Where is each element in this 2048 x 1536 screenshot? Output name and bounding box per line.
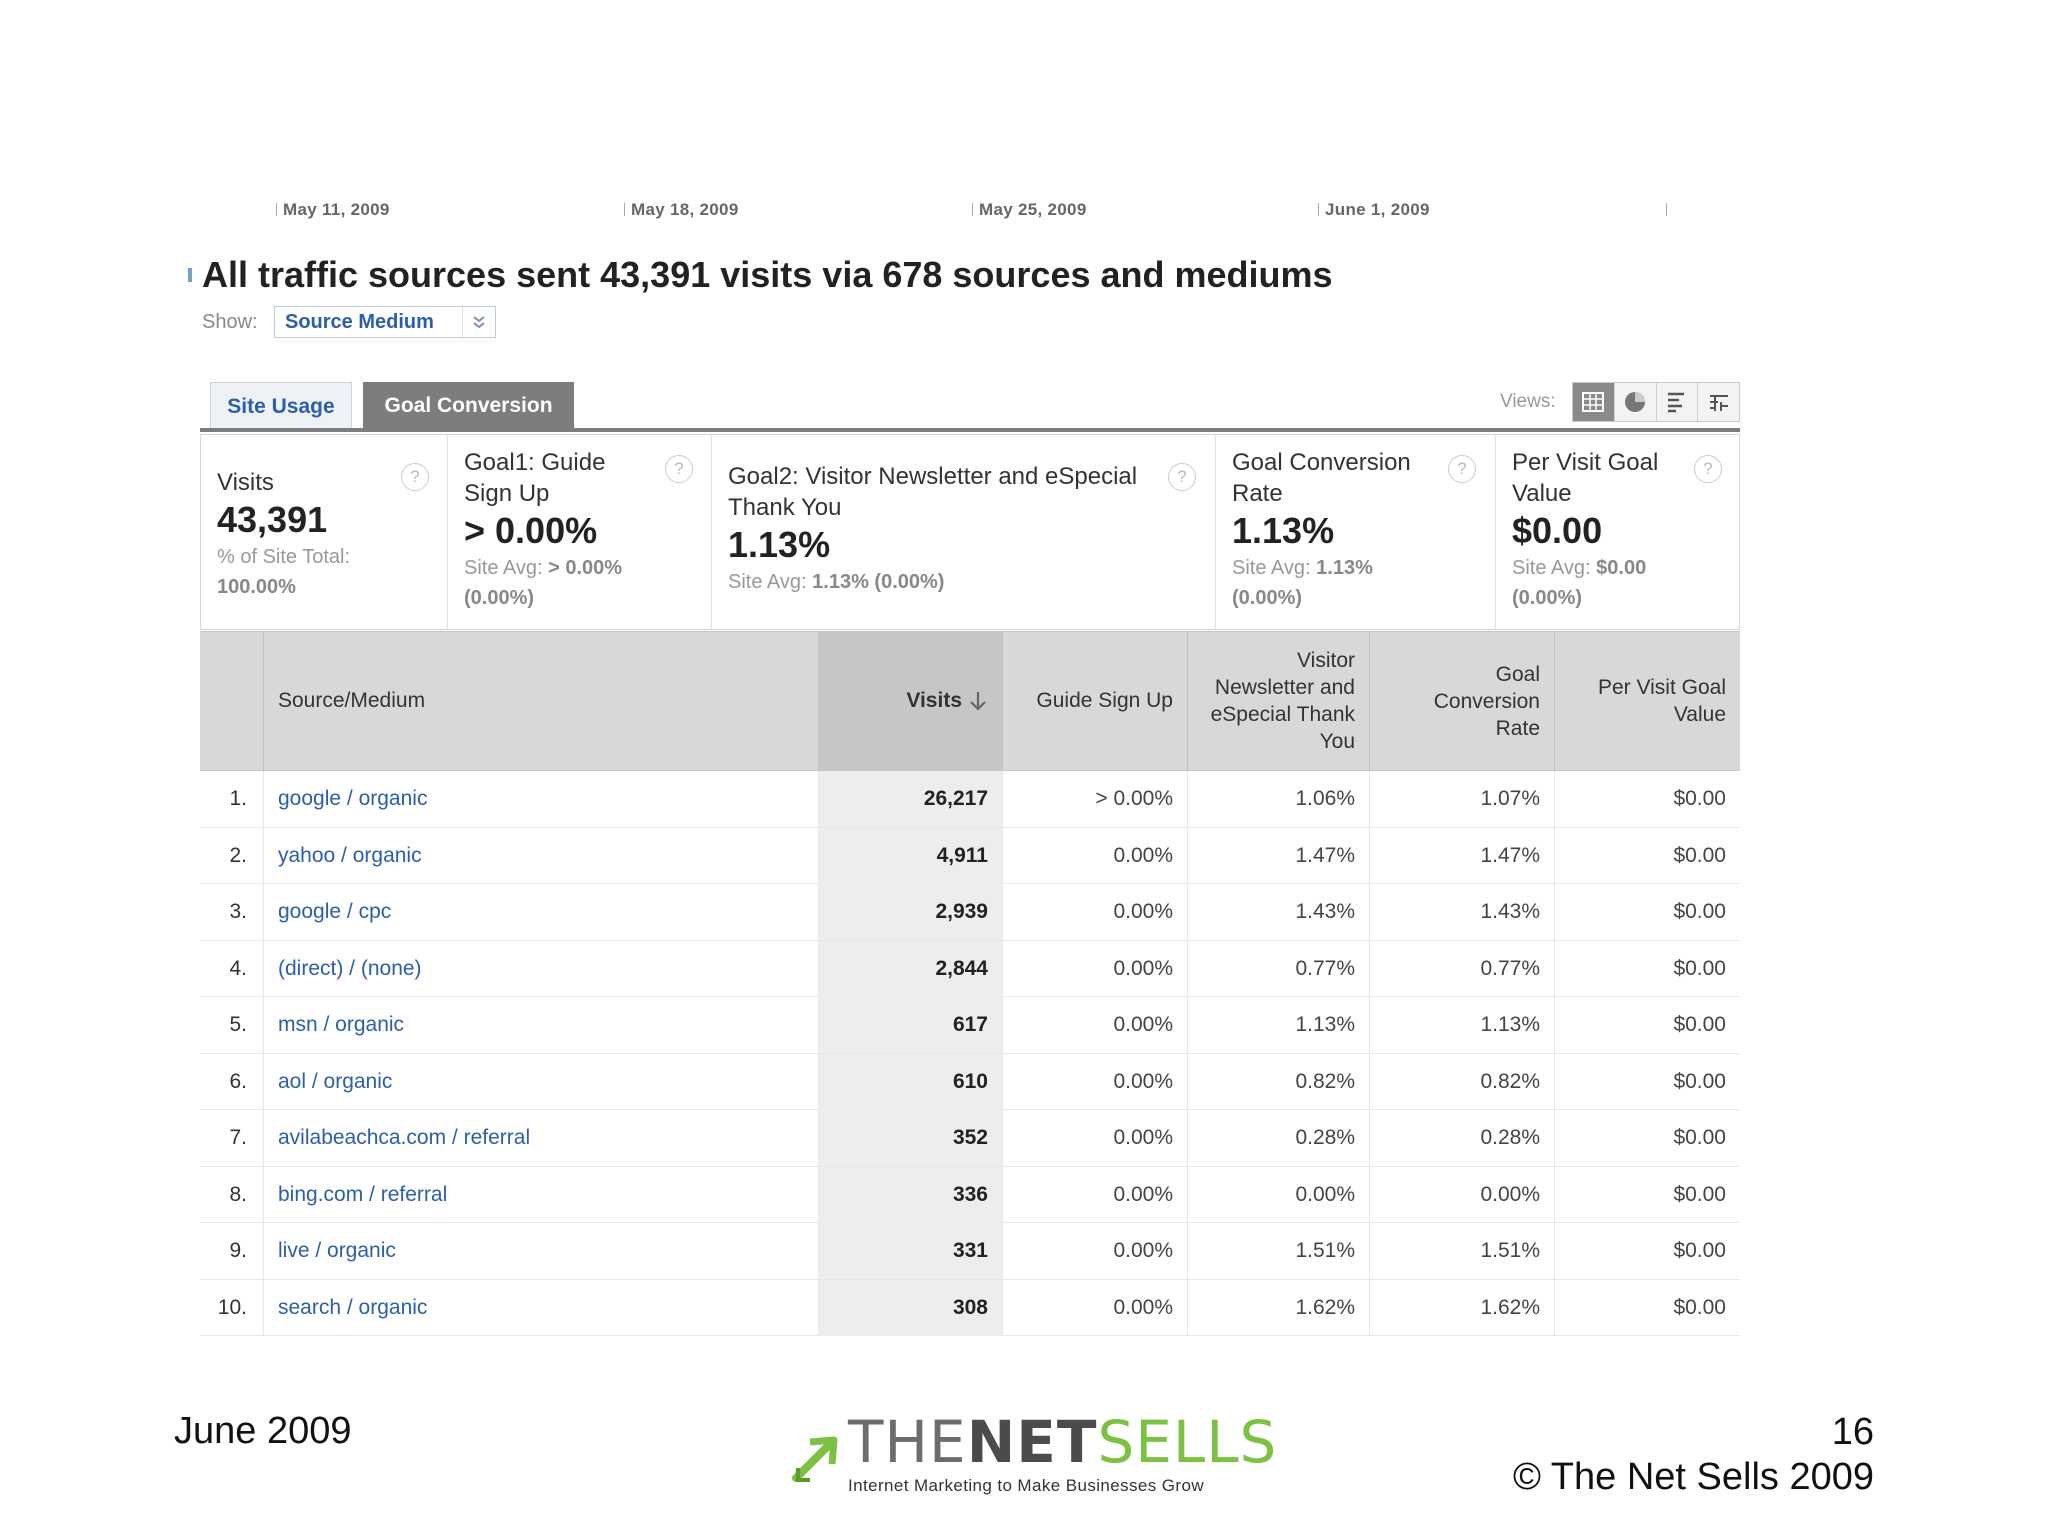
per-visit-value-cell: $0.00 xyxy=(1554,1280,1740,1336)
help-icon[interactable]: ? xyxy=(1448,455,1476,483)
per-visit-value-cell: $0.00 xyxy=(1554,1110,1740,1166)
source-link[interactable]: google / cpc xyxy=(263,884,818,940)
source-link[interactable]: google / organic xyxy=(263,771,818,827)
sort-descending-icon xyxy=(968,690,988,712)
scorecard-subtitle: Site Avg: > 0.00% xyxy=(464,557,623,579)
per-visit-value-cell: $0.00 xyxy=(1554,771,1740,827)
conversion-rate-cell: 0.82% xyxy=(1369,1054,1554,1110)
source-link[interactable]: bing.com / referral xyxy=(263,1167,818,1223)
logo-tagline: Internet Marketing to Make Businesses Grow xyxy=(848,1476,1205,1495)
visits-cell: 4,911 xyxy=(818,828,1002,884)
scorecard-subvalue: (0.00%) xyxy=(464,587,535,609)
scorecard-value: 43,391 xyxy=(217,499,328,540)
summary-scorecards xyxy=(200,434,1740,630)
scorecard-visits xyxy=(201,435,448,629)
rank-cell: 8. xyxy=(229,1182,247,1206)
newsletter-cell: 0.82% xyxy=(1187,1054,1369,1110)
table-view-icon[interactable] xyxy=(1573,383,1615,421)
visits-cell: 617 xyxy=(818,997,1002,1053)
rank-cell: 7. xyxy=(229,1126,247,1149)
scorecard-subvalue: (0.00%) xyxy=(1232,587,1303,609)
guide-sign-up-cell: 0.00% xyxy=(1002,1223,1187,1279)
dimension-select-value: Source Medium xyxy=(285,311,434,333)
conversion-rate-cell: 1.62% xyxy=(1369,1280,1554,1336)
newsletter-cell: 0.77% xyxy=(1187,941,1369,997)
newsletter-cell: 1.13% xyxy=(1187,997,1369,1053)
source-link[interactable]: yahoo / organic xyxy=(263,828,818,884)
conversion-rate-cell: 1.07% xyxy=(1369,771,1554,827)
conversion-rate-cell: 1.43% xyxy=(1369,884,1554,940)
view-switcher xyxy=(1572,382,1740,422)
timeline-tick xyxy=(1666,200,1673,220)
newsletter-cell: 1.43% xyxy=(1187,884,1369,940)
per-visit-value-cell: $0.00 xyxy=(1554,828,1740,884)
scorecard-value: $0.00 xyxy=(1512,510,1603,551)
table-header xyxy=(200,631,1740,771)
scorecard-subtitle: % of Site Total: xyxy=(217,546,351,568)
copyright: © The Net Sells 2009 xyxy=(1512,1456,1874,1498)
rank-cell: 5. xyxy=(229,1013,247,1036)
guide-sign-up-cell: 0.00% xyxy=(1002,941,1187,997)
headline-marker xyxy=(188,268,192,282)
scorecard-subvalue: (0.00%) xyxy=(1512,587,1583,609)
column-header-visits[interactable]: Visits xyxy=(818,632,1002,770)
conversion-rate-cell: 0.77% xyxy=(1369,941,1554,997)
help-icon[interactable]: ? xyxy=(401,463,429,491)
guide-sign-up-cell: 0.00% xyxy=(1002,828,1187,884)
rank-cell: 4. xyxy=(229,956,247,980)
show-label: Show: xyxy=(202,311,258,333)
table-row xyxy=(200,884,1740,941)
guide-sign-up-cell: 0.00% xyxy=(1002,1167,1187,1223)
scorecard-subtitle: Site Avg: 1.13% (0.00%) xyxy=(728,571,945,593)
column-header-newsletter[interactable]: Visitor Newsletter and eSpecial Thank You xyxy=(1187,632,1369,770)
dimension-select[interactable] xyxy=(274,306,496,338)
guide-sign-up-cell: > 0.00% xyxy=(1002,771,1187,827)
column-header-conversion-rate[interactable]: Goal Conversion Rate xyxy=(1369,632,1554,770)
scorecard-title: Per Visit Goal Value xyxy=(1512,449,1659,507)
timeline-date: June 1, 2009 xyxy=(1318,200,1430,220)
newsletter-cell: 1.47% xyxy=(1187,828,1369,884)
conversion-rate-cell: 1.51% xyxy=(1369,1223,1554,1279)
timeline-date: May 18, 2009 xyxy=(624,200,739,220)
scorecard-per-visit-value xyxy=(1496,435,1739,629)
conversion-rate-cell: 0.00% xyxy=(1369,1167,1554,1223)
newsletter-cell: 0.28% xyxy=(1187,1110,1369,1166)
scorecard-title: Goal1: Guide Sign Up xyxy=(464,449,606,507)
pie-view-icon[interactable] xyxy=(1615,383,1657,421)
scorecard-title: Goal Conversion Rate xyxy=(1232,449,1411,507)
help-icon[interactable]: ? xyxy=(1694,455,1722,483)
newsletter-cell: 1.06% xyxy=(1187,771,1369,827)
conversion-rate-cell: 1.47% xyxy=(1369,828,1554,884)
per-visit-value-cell: $0.00 xyxy=(1554,884,1740,940)
scorecard-goal2 xyxy=(712,435,1216,629)
per-visit-value-cell: $0.00 xyxy=(1554,1167,1740,1223)
arrow-icon xyxy=(790,1430,844,1484)
guide-sign-up-cell: 0.00% xyxy=(1002,884,1187,940)
table-row xyxy=(200,771,1740,828)
table-row xyxy=(200,1054,1740,1111)
traffic-sources-table xyxy=(200,631,1740,1336)
visits-cell: 352 xyxy=(818,1110,1002,1166)
guide-sign-up-cell: 0.00% xyxy=(1002,997,1187,1053)
tab-site-usage[interactable]: Site Usage xyxy=(210,382,352,430)
pivot-view-icon[interactable] xyxy=(1698,383,1739,421)
table-row xyxy=(200,1223,1740,1280)
visits-cell: 2,844 xyxy=(818,941,1002,997)
visits-cell: 308 xyxy=(818,1280,1002,1336)
scorecard-subvalue: 100.00% xyxy=(217,576,296,598)
source-link[interactable]: search / organic xyxy=(263,1280,818,1336)
tab-goal-conversion[interactable]: Goal Conversion xyxy=(363,382,574,430)
per-visit-value-cell: $0.00 xyxy=(1554,1054,1740,1110)
table-row xyxy=(200,1280,1740,1337)
visits-cell: 2,939 xyxy=(818,884,1002,940)
table-row xyxy=(200,997,1740,1054)
guide-sign-up-cell: 0.00% xyxy=(1002,1110,1187,1166)
views-label: Views: xyxy=(1500,391,1556,412)
table-row xyxy=(200,828,1740,885)
source-link[interactable]: avilabeachca.com / referral xyxy=(263,1110,818,1166)
chevron-down-icon[interactable] xyxy=(462,307,495,337)
table-body xyxy=(200,771,1740,1336)
scorecard-subtitle: Site Avg: 1.13% xyxy=(1232,557,1373,579)
source-link[interactable]: live / organic xyxy=(263,1223,818,1279)
scorecard-title: Goal2: Visitor Newsletter and eSpecial Thank You xyxy=(728,463,1138,521)
bar-view-icon[interactable] xyxy=(1657,383,1699,421)
guide-sign-up-cell: 0.00% xyxy=(1002,1280,1187,1336)
rank-cell: 3. xyxy=(229,900,247,923)
rank-cell: 10. xyxy=(217,1295,247,1319)
column-header-rank xyxy=(200,632,263,770)
help-icon[interactable]: ? xyxy=(665,455,693,483)
timeline-date: May 11, 2009 xyxy=(276,200,390,220)
visits-cell: 26,217 xyxy=(818,771,1002,827)
column-header-per-visit-value[interactable]: Per Visit Goal Value xyxy=(1554,632,1740,770)
visits-cell: 331 xyxy=(818,1223,1002,1279)
footer-right xyxy=(1513,1410,1874,1500)
page-number: 16 xyxy=(1831,1411,1874,1453)
per-visit-value-cell: $0.00 xyxy=(1554,1223,1740,1279)
help-icon[interactable]: ? xyxy=(1168,463,1196,491)
timeline-date: May 25, 2009 xyxy=(972,200,1087,220)
conversion-rate-cell: 1.13% xyxy=(1369,997,1554,1053)
newsletter-cell: 0.00% xyxy=(1187,1167,1369,1223)
rank-cell: 2. xyxy=(229,843,247,867)
column-header-source[interactable]: Source/Medium xyxy=(263,632,818,770)
scorecard-goal1 xyxy=(448,435,712,629)
visits-cell: 610 xyxy=(818,1054,1002,1110)
scorecard-title: Visits xyxy=(217,469,274,496)
conversion-rate-cell: 0.28% xyxy=(1369,1110,1554,1166)
per-visit-value-cell: $0.00 xyxy=(1554,941,1740,997)
source-link[interactable]: aol / organic xyxy=(263,1054,818,1110)
table-row xyxy=(200,941,1740,998)
scorecard-conversion-rate xyxy=(1216,435,1496,629)
company-logo xyxy=(790,1408,1278,1500)
scorecard-value: > 0.00% xyxy=(464,510,598,551)
scorecard-value: 1.13% xyxy=(1232,510,1335,551)
page-title: All traffic sources sent 43,391 visits via 678 sources and mediums xyxy=(202,254,1333,295)
rank-cell: 6. xyxy=(229,1069,247,1093)
table-row xyxy=(200,1110,1740,1167)
newsletter-cell: 1.62% xyxy=(1187,1280,1369,1336)
tab-divider xyxy=(200,428,1740,432)
rank-cell: 9. xyxy=(229,1239,247,1262)
scorecard-value: 1.13% xyxy=(728,524,831,565)
scorecard-subtitle: Site Avg: $0.00 xyxy=(1512,557,1647,579)
source-link[interactable]: msn / organic xyxy=(263,997,818,1053)
footer-date: June 2009 xyxy=(174,1410,352,1452)
newsletter-cell: 1.51% xyxy=(1187,1223,1369,1279)
logo-wordmark: THENETSELLS xyxy=(848,1408,1278,1476)
column-header-guide-sign-up[interactable]: Guide Sign Up xyxy=(1002,632,1187,770)
guide-sign-up-cell: 0.00% xyxy=(1002,1054,1187,1110)
source-link[interactable]: (direct) / (none) xyxy=(263,941,818,997)
visits-cell: 336 xyxy=(818,1167,1002,1223)
per-visit-value-cell: $0.00 xyxy=(1554,997,1740,1053)
rank-cell: 1. xyxy=(229,787,247,810)
table-row xyxy=(200,1167,1740,1224)
